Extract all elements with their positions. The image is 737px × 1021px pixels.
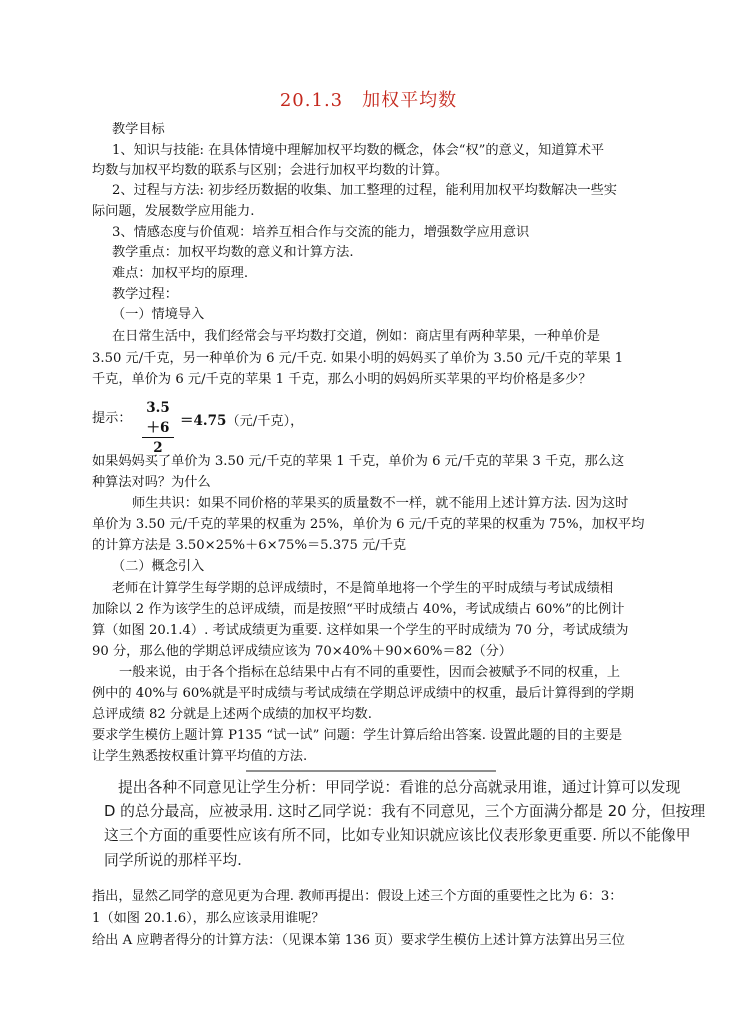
paragraph-line: 种算法对吗？为什么 [92, 475, 211, 490]
paragraph-line: 教学重点：加权平均数的意义和计算方法. [112, 245, 354, 260]
formula-result-value: ＝4.75 [180, 413, 227, 429]
section-heading: 教学目标 [112, 122, 165, 137]
paragraph-line: 一般来说，由于各个指标在总结果中占有不同的重要性，因而会被赋予不同的权重，上 [119, 665, 621, 680]
paragraph-line: 提出各种不同意见让学生分析：甲同学说：看谁的总分高就录用谁，通过计算可以发现 [118, 779, 681, 796]
section-heading: （二）概念引入 [112, 559, 205, 574]
formula-denominator: 2 [153, 440, 163, 456]
paragraph-line: 总评成绩 82 分就是上述两个成绩的加权平均数. [92, 707, 372, 722]
paragraph-line: 2、过程与方法: 初步经历数据的收集、加工整理的过程，能利用加权平均数解决一些实 [112, 183, 617, 198]
page-title: 20.1.3 加权平均数 [279, 90, 458, 111]
paragraph-line: 单价为 3.50 元/千克的苹果的权重为 25%，单价为 6 元/千克的苹果的权重为 75%，加权平均 [92, 517, 645, 532]
paragraph-line: 老师在计算学生每学期的总评成绩时，不是简单地将一个学生的平时成绩与考试成绩相 [112, 581, 614, 596]
paragraph-line: 90 分，那么他的学期总评成绩应该为 70×40%＋90×60%＝82（分） [92, 644, 512, 659]
paragraph-line: 1、知识与技能: 在具体情境中理解加权平均数的概念，体会“权”的意义，知道算术平 [112, 143, 605, 158]
paragraph-line: 师生共识：如果不同价格的苹果买的质量数不一样，就不能用上述计算方法. 因为这时 [132, 496, 629, 511]
paragraph-line: 指出，显然乙同学的意见更为合理. 教师再提出：假设上述三个方面的重要性之比为 6：3： [92, 889, 623, 904]
paragraph-line: 难点：加权平均的原理. [112, 266, 249, 281]
paragraph-line: 在日常生活中，我们经常会与平均数打交道，例如：商店里有两种苹果，一种单价是 [112, 329, 600, 344]
paragraph-line: 同学所说的那样平均. [104, 852, 242, 869]
paragraph-line: 1（如图 20.1.6），那么应该录用谁呢？ [92, 911, 325, 926]
paragraph-line: D 的总分最高，应被录用. 这时乙同学说：我有不同意见，三个方面满分都是 20 分，但按理 [104, 803, 706, 820]
formula-result [180, 409, 303, 429]
hint-label: 提示： [92, 411, 132, 426]
paragraph-line: 千克，单价为 6 元/千克的苹果 1 千克，那么小明的妈妈所买苹果的平均价格是多少？ [92, 372, 592, 387]
paragraph-line: 算（如图 20.1.4）. 考试成绩更为重要. 这样如果一个学生的平时成绩为 70 分，考试成绩为 [92, 623, 629, 638]
paragraph-line: 的计算方法是 3.50×25%＋6×75%＝5.375 元/千克 [92, 538, 407, 553]
paragraph-line: 如果妈妈买了单价为 3.50 元/千克的苹果 1 千克，单价为 6 元/千克的苹果 3 千克，那么这 [92, 454, 625, 469]
section-heading: 教学过程： [112, 287, 178, 302]
paragraph-line: 均数与加权平均数的联系与区别；会进行加权平均数的计算。 [92, 163, 449, 178]
formula-fraction [142, 400, 174, 456]
paragraph-line: 3.50 元/千克，另一种单价为 6 元/千克. 如果小明的妈妈买了单价为 3.50 元/千克的苹果 1 [92, 351, 624, 366]
paragraph-line: 这三个方面的重要性应该有所不同，比如专业知识就应该比仪表形象更重要. 所以不能像甲 [104, 827, 691, 844]
section-heading: （一）情境导入 [112, 307, 205, 322]
formula-unit: （元/千克）， [226, 414, 304, 429]
paragraph-line: 要求学生模仿上题计算 P135 “试一试” 问题：学生计算后给出答案. 设置此题的目的主要是 [92, 728, 623, 743]
paragraph-line: 加除以 2 作为该学生的总评成绩，而是按照“平时成绩占 40%，考试成绩占 60%”的比例计 [92, 602, 625, 617]
paragraph-line: 际问题，发展数学应用能力. [92, 204, 255, 219]
paragraph-line: 例中的 40%与 60%就是平时成绩与考试成绩在学期总评成绩中的权重，最后计算得到的学期 [92, 686, 634, 701]
scan-artifact-line [246, 770, 496, 772]
paragraph-line: 3、情感态度与价值观：培养互相合作与交流的能力，增强数学应用意识 [112, 225, 530, 240]
paragraph-line: 给出 A 应聘者得分的计算方法：（见课本第 136 页）要求学生模仿上述计算方法算出另三位 [92, 933, 625, 948]
paragraph-line: 让学生熟悉按权重计算平均值的方法. [92, 749, 308, 764]
formula-numerator: 3.5＋6 [142, 400, 174, 438]
